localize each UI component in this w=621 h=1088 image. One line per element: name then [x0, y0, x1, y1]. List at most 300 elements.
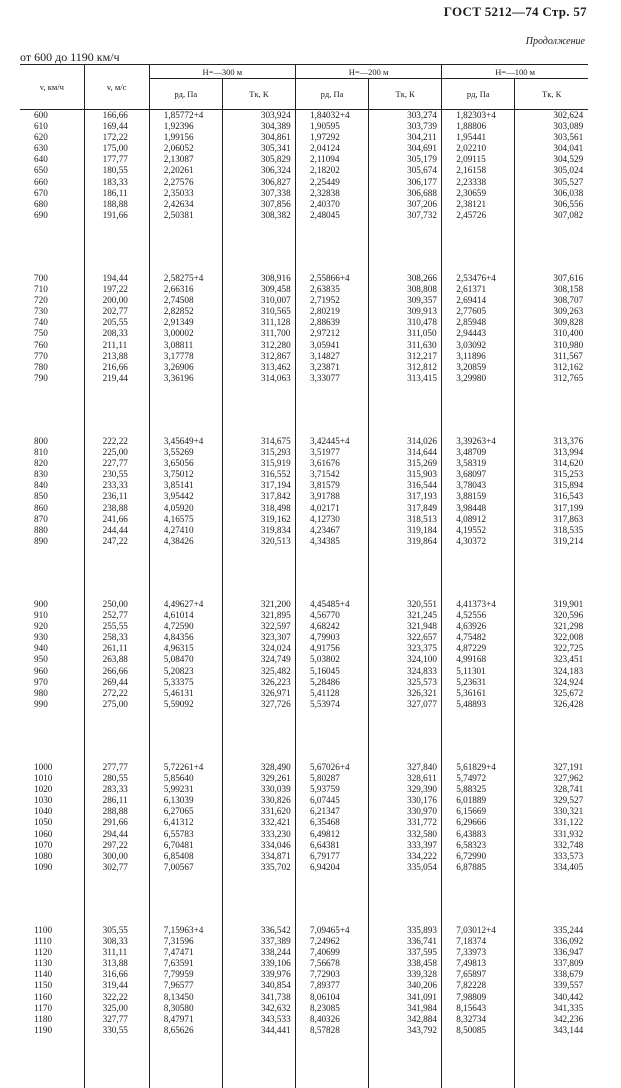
header-tk: Tк, К — [369, 79, 442, 110]
value-h200-temperature: 343,792 — [369, 1025, 441, 1036]
value-v-ms: 250,00 — [85, 599, 149, 610]
value-v-kmh-cell — [20, 599, 84, 762]
value-h200-temperature: 332,580 — [369, 829, 441, 840]
value-v-kmh-cell — [20, 436, 84, 599]
value-h300-pressure: 4,61014 — [150, 610, 222, 621]
value-h100-temperature: 319,901 — [515, 599, 588, 610]
value-v-ms: 213,88 — [85, 351, 149, 362]
value-h200-pressure: 3,42445+4 — [296, 436, 368, 447]
value-h100-temperature: 323,451 — [515, 654, 588, 665]
value-h300-pressure: 2,35033 — [150, 188, 222, 199]
value-h300-temperature: 311,128 — [223, 317, 295, 328]
value-h100-temperature: 306,038 — [515, 188, 588, 199]
header-v-ms: v, м/с — [84, 65, 149, 110]
value-h300-temperature: 308,382 — [223, 210, 295, 221]
value-h300-temperature: 336,542 — [223, 925, 295, 936]
value-h300-temperature-cell — [222, 599, 295, 762]
value-h300-temperature: 334,046 — [223, 840, 295, 851]
value-h200-pressure: 3,33077 — [296, 373, 368, 384]
value-h300-pressure: 2,27576 — [150, 177, 222, 188]
value-h300-temperature: 344,441 — [223, 1025, 295, 1036]
value-v-kmh: 1090 — [20, 862, 84, 873]
value-v-ms: 211,11 — [85, 340, 149, 351]
value-v-ms: 308,33 — [85, 936, 149, 947]
value-h300-pressure: 2,82852 — [150, 306, 222, 317]
value-v-kmh: 1190 — [20, 1025, 84, 1036]
value-v-kmh: 1160 — [20, 992, 84, 1003]
value-h300-pressure: 1,85772+4 — [150, 110, 222, 121]
value-h300-temperature: 306,827 — [223, 177, 295, 188]
value-h200-temperature: 327,840 — [369, 762, 441, 773]
value-h200-temperature: 317,193 — [369, 491, 441, 502]
value-v-kmh: 1170 — [20, 1003, 84, 1014]
value-v-kmh: 610 — [20, 121, 84, 132]
value-h100-temperature: 312,765 — [515, 373, 588, 384]
value-h200-pressure: 5,53974 — [296, 699, 368, 710]
value-v-ms: 244,44 — [85, 525, 149, 536]
value-h300-pressure: 6,13039 — [150, 795, 222, 806]
value-h200-temperature: 328,611 — [369, 773, 441, 784]
value-h300-pressure: 2,50381 — [150, 210, 222, 221]
value-h300-temperature: 324,749 — [223, 654, 295, 665]
value-h100-temperature: 302,624 — [515, 110, 588, 121]
value-h100-pressure: 1,82303+4 — [442, 110, 514, 121]
value-h100-pressure: 3,11896 — [442, 351, 514, 362]
value-h200-pressure: 7,40699 — [296, 947, 368, 958]
table-block-row — [20, 110, 588, 274]
value-v-kmh: 780 — [20, 362, 84, 373]
value-v-ms: 302,77 — [85, 862, 149, 873]
value-h100-pressure: 3,68097 — [442, 469, 514, 480]
value-v-kmh: 1000 — [20, 762, 84, 773]
table-block-row — [20, 599, 588, 762]
value-h100-temperature: 313,994 — [515, 447, 588, 458]
value-h100-temperature: 318,535 — [515, 525, 588, 536]
value-v-kmh: 630 — [20, 143, 84, 154]
value-v-kmh: 800 — [20, 436, 84, 447]
value-h300-pressure: 4,84356 — [150, 632, 222, 643]
value-h100-temperature: 327,962 — [515, 773, 588, 784]
value-h200-pressure: 7,89377 — [296, 980, 368, 991]
value-h100-temperature: 328,741 — [515, 784, 588, 795]
value-v-kmh: 980 — [20, 688, 84, 699]
value-v-kmh: 880 — [20, 525, 84, 536]
value-h200-pressure: 4,34385 — [296, 536, 368, 547]
value-v-kmh: 840 — [20, 480, 84, 491]
value-h100-temperature: 321,298 — [515, 621, 588, 632]
header-v-kmh: v, км/ч — [20, 65, 84, 110]
value-v-ms: 288,88 — [85, 806, 149, 817]
value-h200-pressure: 2,18202 — [296, 165, 368, 176]
value-v-kmh: 820 — [20, 458, 84, 469]
value-h100-pressure: 3,39263+4 — [442, 436, 514, 447]
value-h300-temperature-cell — [222, 925, 295, 1088]
value-h300-pressure: 7,47471 — [150, 947, 222, 958]
value-h100-pressure: 5,74972 — [442, 773, 514, 784]
value-h100-pressure: 4,87229 — [442, 643, 514, 654]
value-h200-temperature: 334,222 — [369, 851, 441, 862]
value-v-ms: 230,55 — [85, 469, 149, 480]
value-h200-temperature: 315,903 — [369, 469, 441, 480]
value-h300-pressure: 8,13450 — [150, 992, 222, 1003]
value-h100-pressure: 6,01889 — [442, 795, 514, 806]
value-h300-temperature: 333,230 — [223, 829, 295, 840]
value-h200-pressure: 4,12730 — [296, 514, 368, 525]
value-h100-pressure: 6,43883 — [442, 829, 514, 840]
value-v-kmh: 1080 — [20, 851, 84, 862]
value-h300-temperature: 303,924 — [223, 110, 295, 121]
value-h100-pressure: 5,11301 — [442, 666, 514, 677]
value-h100-temperature: 307,082 — [515, 210, 588, 221]
value-v-kmh: 620 — [20, 132, 84, 143]
value-h300-pressure-cell — [149, 436, 222, 599]
value-h200-pressure: 2,11094 — [296, 154, 368, 165]
value-h300-temperature: 305,341 — [223, 143, 295, 154]
value-h300-temperature: 310,007 — [223, 295, 295, 306]
value-v-ms-cell — [84, 599, 149, 762]
value-h100-pressure: 7,65897 — [442, 969, 514, 980]
value-v-ms: 316,66 — [85, 969, 149, 980]
value-h300-temperature: 315,919 — [223, 458, 295, 469]
value-h300-pressure-cell — [149, 110, 222, 274]
value-h100-temperature: 304,041 — [515, 143, 588, 154]
value-v-kmh: 1140 — [20, 969, 84, 980]
value-h300-temperature: 314,063 — [223, 373, 295, 384]
value-h300-pressure: 3,00002 — [150, 328, 222, 339]
value-h100-pressure: 5,88325 — [442, 784, 514, 795]
value-h100-temperature: 314,620 — [515, 458, 588, 469]
value-h300-temperature: 319,834 — [223, 525, 295, 536]
value-h300-pressure: 2,91349 — [150, 317, 222, 328]
value-h100-pressure: 8,15643 — [442, 1003, 514, 1014]
value-v-ms: 263,88 — [85, 654, 149, 665]
value-h100-pressure: 2,09115 — [442, 154, 514, 165]
value-h300-pressure: 3,55269 — [150, 447, 222, 458]
value-h300-pressure: 1,99156 — [150, 132, 222, 143]
value-h200-pressure: 6,21347 — [296, 806, 368, 817]
value-v-ms: 197,22 — [85, 284, 149, 295]
value-v-ms: 294,44 — [85, 829, 149, 840]
value-v-kmh: 910 — [20, 610, 84, 621]
value-h300-temperature-cell — [222, 110, 295, 274]
value-v-kmh: 830 — [20, 469, 84, 480]
value-v-ms: 311,11 — [85, 947, 149, 958]
value-v-kmh: 940 — [20, 643, 84, 654]
value-h200-pressure: 8,57828 — [296, 1025, 368, 1036]
value-v-kmh: 1040 — [20, 806, 84, 817]
value-h300-temperature-cell — [222, 273, 295, 436]
value-h100-pressure: 8,32734 — [442, 1014, 514, 1025]
value-h100-pressure: 2,45726 — [442, 210, 514, 221]
value-v-ms: 325,00 — [85, 1003, 149, 1014]
table-block-row — [20, 762, 588, 925]
value-h300-temperature: 314,675 — [223, 436, 295, 447]
value-h100-pressure: 2,16158 — [442, 165, 514, 176]
value-h200-pressure: 2,71952 — [296, 295, 368, 306]
value-h300-temperature: 312,280 — [223, 340, 295, 351]
value-h200-temperature: 308,266 — [369, 273, 441, 284]
value-h100-pressure: 2,30659 — [442, 188, 514, 199]
value-h100-pressure: 4,99168 — [442, 654, 514, 665]
value-h300-temperature: 307,856 — [223, 199, 295, 210]
value-h100-pressure: 6,58323 — [442, 840, 514, 851]
value-h300-pressure: 5,08470 — [150, 654, 222, 665]
value-h300-temperature: 321,200 — [223, 599, 295, 610]
value-h100-pressure: 2,61371 — [442, 284, 514, 295]
value-h100-temperature: 315,894 — [515, 480, 588, 491]
page-header: ГОСТ 5212—74 Стр. 57 — [444, 4, 587, 20]
value-h300-pressure-cell — [149, 762, 222, 925]
value-v-kmh: 660 — [20, 177, 84, 188]
value-h100-temperature: 306,556 — [515, 199, 588, 210]
value-v-kmh: 960 — [20, 666, 84, 677]
atmosphere-table — [20, 64, 588, 1088]
value-h200-temperature: 306,177 — [369, 177, 441, 188]
header-group-h100: H=—100 м — [442, 65, 588, 79]
value-h100-temperature: 304,529 — [515, 154, 588, 165]
value-h100-pressure: 3,48709 — [442, 447, 514, 458]
value-h300-pressure: 5,99231 — [150, 784, 222, 795]
value-v-kmh: 1070 — [20, 840, 84, 851]
value-v-ms: 241,66 — [85, 514, 149, 525]
value-h200-temperature: 313,415 — [369, 373, 441, 384]
value-h200-pressure: 5,16045 — [296, 666, 368, 677]
value-v-ms: 233,33 — [85, 480, 149, 491]
value-h200-temperature: 304,691 — [369, 143, 441, 154]
value-v-ms: 277,77 — [85, 762, 149, 773]
value-h100-pressure: 4,63926 — [442, 621, 514, 632]
value-h300-temperature: 308,916 — [223, 273, 295, 284]
value-h100-temperature: 326,428 — [515, 699, 588, 710]
value-v-ms: 305,55 — [85, 925, 149, 936]
header-group-h300: H=—300 м — [149, 65, 295, 79]
value-h300-pressure: 5,20823 — [150, 666, 222, 677]
header-pd: pд, Па — [442, 79, 515, 110]
value-v-kmh: 700 — [20, 273, 84, 284]
value-h300-temperature: 335,702 — [223, 862, 295, 873]
value-h100-pressure: 6,87885 — [442, 862, 514, 873]
value-h200-temperature: 339,328 — [369, 969, 441, 980]
value-h200-temperature: 341,091 — [369, 992, 441, 1003]
value-v-ms: 247,22 — [85, 536, 149, 547]
value-h300-pressure: 1,92396 — [150, 121, 222, 132]
value-h100-pressure: 7,98809 — [442, 992, 514, 1003]
value-h300-pressure: 7,00567 — [150, 862, 222, 873]
value-h200-pressure: 7,09465+4 — [296, 925, 368, 936]
value-h300-temperature: 310,565 — [223, 306, 295, 317]
value-v-kmh: 920 — [20, 621, 84, 632]
value-h200-pressure: 2,48045 — [296, 210, 368, 221]
value-v-kmh: 1100 — [20, 925, 84, 936]
value-h200-temperature: 307,206 — [369, 199, 441, 210]
value-h100-temperature: 322,725 — [515, 643, 588, 654]
value-h200-pressure: 5,41128 — [296, 688, 368, 699]
value-h300-pressure: 6,55783 — [150, 829, 222, 840]
value-h100-pressure-cell — [442, 110, 515, 274]
value-h100-pressure: 4,30372 — [442, 536, 514, 547]
value-h100-pressure: 6,29666 — [442, 817, 514, 828]
value-h200-temperature: 335,054 — [369, 862, 441, 873]
value-h300-pressure: 2,42634 — [150, 199, 222, 210]
value-h100-pressure: 2,85948 — [442, 317, 514, 328]
value-v-kmh: 870 — [20, 514, 84, 525]
value-h100-pressure: 1,95441 — [442, 132, 514, 143]
value-h300-temperature: 312,867 — [223, 351, 295, 362]
value-v-kmh-cell — [20, 273, 84, 436]
value-h100-temperature: 317,199 — [515, 503, 588, 514]
value-h100-temperature: 305,024 — [515, 165, 588, 176]
value-h200-pressure: 3,51977 — [296, 447, 368, 458]
value-v-kmh: 1150 — [20, 980, 84, 991]
value-h200-pressure: 5,80287 — [296, 773, 368, 784]
value-v-kmh: 670 — [20, 188, 84, 199]
value-h100-temperature: 335,244 — [515, 925, 588, 936]
value-h100-temperature: 320,596 — [515, 610, 588, 621]
continuation-label: Продолжение — [526, 36, 585, 47]
value-h200-temperature: 324,833 — [369, 666, 441, 677]
value-v-kmh: 710 — [20, 284, 84, 295]
value-h300-temperature: 309,458 — [223, 284, 295, 295]
value-v-ms: 327,77 — [85, 1014, 149, 1025]
value-h200-temperature-cell — [369, 925, 442, 1088]
value-v-kmh: 730 — [20, 306, 84, 317]
value-v-kmh: 900 — [20, 599, 84, 610]
value-v-ms: 258,33 — [85, 632, 149, 643]
value-h200-temperature: 320,551 — [369, 599, 441, 610]
value-v-ms: 238,88 — [85, 503, 149, 514]
value-v-kmh: 1050 — [20, 817, 84, 828]
value-v-kmh: 750 — [20, 328, 84, 339]
value-h100-pressure: 2,69414 — [442, 295, 514, 306]
value-v-kmh: 1060 — [20, 829, 84, 840]
value-h200-pressure-cell — [295, 273, 368, 436]
value-v-ms: 188,88 — [85, 199, 149, 210]
value-h200-temperature-cell — [369, 599, 442, 762]
value-v-ms: 194,44 — [85, 273, 149, 284]
value-h100-pressure: 6,72990 — [442, 851, 514, 862]
value-h200-temperature: 327,077 — [369, 699, 441, 710]
value-h200-temperature: 322,657 — [369, 632, 441, 643]
value-h200-temperature: 324,100 — [369, 654, 441, 665]
value-h100-temperature: 331,122 — [515, 817, 588, 828]
value-h200-pressure-cell — [295, 436, 368, 599]
value-h300-temperature: 326,971 — [223, 688, 295, 699]
value-h100-temperature: 338,679 — [515, 969, 588, 980]
value-h200-temperature: 315,269 — [369, 458, 441, 469]
value-h300-pressure: 5,46131 — [150, 688, 222, 699]
value-h100-pressure: 3,58319 — [442, 458, 514, 469]
value-h200-temperature: 319,864 — [369, 536, 441, 547]
value-h200-pressure: 4,23467 — [296, 525, 368, 536]
value-h300-temperature: 341,738 — [223, 992, 295, 1003]
value-h100-pressure-cell — [442, 436, 515, 599]
value-h200-temperature: 330,970 — [369, 806, 441, 817]
value-v-kmh: 1020 — [20, 784, 84, 795]
value-h300-pressure-cell — [149, 599, 222, 762]
value-h200-temperature: 309,357 — [369, 295, 441, 306]
value-h100-pressure: 6,15669 — [442, 806, 514, 817]
value-h300-temperature: 306,324 — [223, 165, 295, 176]
value-v-kmh: 690 — [20, 210, 84, 221]
value-h200-temperature: 342,884 — [369, 1014, 441, 1025]
value-v-kmh: 990 — [20, 699, 84, 710]
value-h100-temperature: 334,405 — [515, 862, 588, 873]
value-h100-pressure: 5,36161 — [442, 688, 514, 699]
value-v-kmh: 810 — [20, 447, 84, 458]
value-h200-temperature: 318,513 — [369, 514, 441, 525]
value-v-ms: 272,22 — [85, 688, 149, 699]
value-h300-pressure: 2,06052 — [150, 143, 222, 154]
value-v-kmh: 890 — [20, 536, 84, 547]
value-h200-pressure: 5,67026+4 — [296, 762, 368, 773]
value-h200-pressure: 6,94204 — [296, 862, 368, 873]
value-h100-pressure: 7,82228 — [442, 980, 514, 991]
value-h300-temperature: 317,842 — [223, 491, 295, 502]
value-h100-temperature: 310,980 — [515, 340, 588, 351]
value-v-kmh: 970 — [20, 677, 84, 688]
value-h200-pressure: 2,80219 — [296, 306, 368, 317]
value-h200-pressure: 2,55866+4 — [296, 273, 368, 284]
value-h300-pressure: 8,30580 — [150, 1003, 222, 1014]
value-h100-pressure: 4,19552 — [442, 525, 514, 536]
value-h200-pressure: 2,04124 — [296, 143, 368, 154]
value-v-kmh: 1010 — [20, 773, 84, 784]
value-h100-temperature: 317,863 — [515, 514, 588, 525]
header-tk: Tк, К — [515, 79, 588, 110]
value-h100-pressure: 3,78043 — [442, 480, 514, 491]
value-v-ms: 186,11 — [85, 188, 149, 199]
value-v-ms: 261,11 — [85, 643, 149, 654]
value-h100-temperature: 336,092 — [515, 936, 588, 947]
value-h300-temperature: 315,293 — [223, 447, 295, 458]
value-v-ms: 255,55 — [85, 621, 149, 632]
value-h300-pressure: 3,75012 — [150, 469, 222, 480]
value-v-ms: 225,00 — [85, 447, 149, 458]
value-h100-temperature: 316,543 — [515, 491, 588, 502]
value-h300-pressure: 3,95442 — [150, 491, 222, 502]
value-h200-temperature-cell — [369, 436, 442, 599]
value-v-kmh: 1030 — [20, 795, 84, 806]
header-tk: Tк, К — [222, 79, 295, 110]
value-v-kmh-cell — [20, 762, 84, 925]
value-h100-pressure: 5,61829+4 — [442, 762, 514, 773]
value-h300-pressure: 4,27410 — [150, 525, 222, 536]
value-h200-temperature: 311,630 — [369, 340, 441, 351]
value-h300-pressure: 6,70481 — [150, 840, 222, 851]
value-h200-temperature: 321,948 — [369, 621, 441, 632]
value-h200-pressure: 6,64381 — [296, 840, 368, 851]
value-h200-temperature: 329,390 — [369, 784, 441, 795]
value-h300-pressure: 3,08811 — [150, 340, 222, 351]
value-h200-pressure: 7,24962 — [296, 936, 368, 947]
value-h300-pressure: 3,26906 — [150, 362, 222, 373]
value-h100-pressure: 3,29980 — [442, 373, 514, 384]
value-v-ms: 291,66 — [85, 817, 149, 828]
value-h200-pressure: 5,28486 — [296, 677, 368, 688]
value-v-ms: 297,22 — [85, 840, 149, 851]
value-h300-pressure: 3,45649+4 — [150, 436, 222, 447]
value-h100-temperature: 307,616 — [515, 273, 588, 284]
value-h200-pressure: 3,61676 — [296, 458, 368, 469]
value-v-ms: 236,11 — [85, 491, 149, 502]
value-h100-temperature: 315,253 — [515, 469, 588, 480]
value-h200-temperature: 341,984 — [369, 1003, 441, 1014]
value-h100-temperature-cell — [515, 110, 588, 274]
value-h200-temperature: 340,206 — [369, 980, 441, 991]
value-h300-temperature: 334,871 — [223, 851, 295, 862]
value-h100-pressure: 5,48893 — [442, 699, 514, 710]
value-v-kmh: 770 — [20, 351, 84, 362]
